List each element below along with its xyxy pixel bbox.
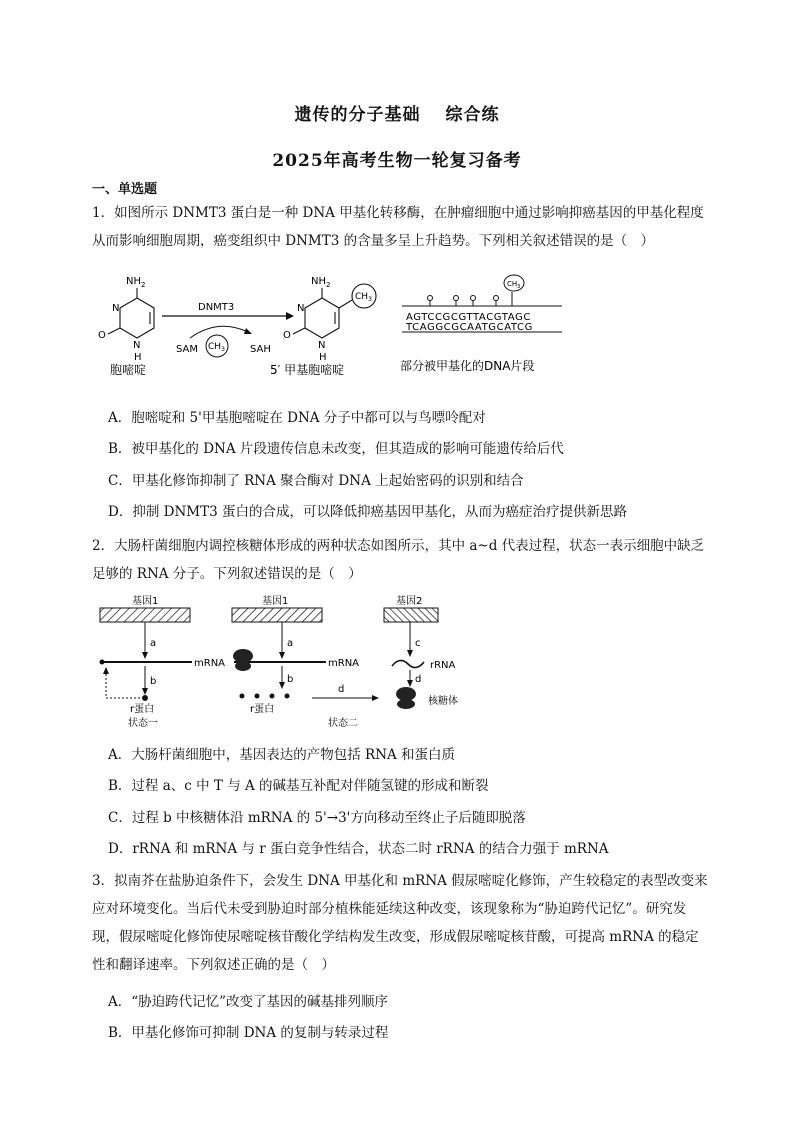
state1-a-label: a bbox=[150, 638, 157, 649]
state1-rprotein-dot bbox=[142, 695, 148, 701]
dna-strand-top: AGTCCGCGTTACGTAGC bbox=[406, 312, 531, 323]
state2-ribosome-large-icon bbox=[233, 649, 253, 663]
state2-gene1-label: 基因1 bbox=[262, 596, 289, 607]
question-2-option-a[interactable]: A．大肠杆菌细胞中，基因表达的产物包括 RNA 和蛋白质 bbox=[108, 747, 456, 763]
question-1-option-b[interactable]: B．被甲基化的 DNA 片段遗传信息未改变，但其造成的影响可能遗传给后代 bbox=[108, 441, 564, 457]
methylcytosine-n1-label: N bbox=[318, 340, 326, 351]
dna-strand-bottom: TCAGGCGCAATGCATCG bbox=[406, 322, 533, 333]
fragment-ch3-label: $CH_3$ bbox=[507, 280, 521, 290]
question-3-option-a[interactable]: A．“胁迫跨代记忆”改变了基因的碱基排列顺序 bbox=[108, 994, 389, 1010]
question-3-option-b[interactable]: B．甲基化修饰可抑制 DNA 的复制与转录过程 bbox=[108, 1025, 389, 1041]
question-2-option-c[interactable]: C．过程 b 中核糖体沿 mRNA 的 5'→3'方向移动至终止子后随即脱落 bbox=[108, 810, 526, 826]
question-1-option-d[interactable]: D．抑制 DNMT3 蛋白的合成，可以降低抑癌基因甲基化，从而为癌症治疗提供新思路 bbox=[108, 504, 627, 520]
state2-mrna-label: mRNA bbox=[328, 658, 360, 669]
question-2-option-b[interactable]: B．过程 a、c 中 T 与 A 的碱基互补配对伴随氢键的形成和断裂 bbox=[108, 778, 489, 794]
state1-gene1-box bbox=[100, 608, 190, 622]
gene2-d-label: d bbox=[415, 674, 422, 685]
methylcytosine-caption: 5′ 甲基胞嘧啶 bbox=[270, 363, 345, 377]
methylcytosine-n3-label: N bbox=[297, 303, 305, 314]
state2-ribosome-small-icon bbox=[235, 661, 251, 671]
sam-label: SAM bbox=[176, 344, 199, 355]
cytosine-o-label: O bbox=[98, 330, 106, 341]
cytosine-n1-label: N bbox=[133, 340, 141, 351]
state2-gene1-box bbox=[232, 608, 322, 622]
document-title: 遗传的分子基础 综合练 bbox=[294, 105, 500, 125]
section-heading: 一、单选题 bbox=[92, 182, 158, 197]
rrna-strand bbox=[392, 660, 424, 667]
gene2-label: 基因2 bbox=[396, 596, 423, 607]
cytosine-nh2-label: $NH_2$ bbox=[126, 276, 146, 289]
question-2-figure bbox=[92, 594, 492, 730]
ch3-label: $CH_3$ bbox=[208, 342, 225, 353]
question-1-option-c[interactable]: C．甲基化修饰抑制了 RNA 聚合酶对 DNA 上起始密码的识别和结合 bbox=[108, 473, 524, 489]
cytosine-h-label: H bbox=[134, 352, 142, 363]
ribosome-icon bbox=[396, 687, 416, 701]
state2-a-label: a bbox=[287, 638, 294, 649]
methylcytosine-o-label: O bbox=[283, 330, 291, 341]
question-3-stem: 3．拟南芥在盐胁迫条件下，会发生 DNA 甲基化和 mRNA 假尿嘧啶化修饰，产生较稳定的表型改变来应对环境变化。当后代未受到胁迫时部分植株能延续这种改变，该现象称为“胁迫跨代记忆”。研究发现，假尿嘧啶化修饰使尿嘧啶核苷酸化学结构发生改变，形成假尿嘧啶核苷酸，可提高 mRNA 的稳定性和翻译速率。下列叙述正确的是（ ） bbox=[92, 873, 708, 973]
state1-feedback-line bbox=[106, 672, 140, 698]
state1-rprotein-label: r蛋白 bbox=[130, 704, 155, 715]
enzyme-label: DNMT3 bbox=[198, 302, 235, 313]
state2-label: 状态二 bbox=[328, 718, 358, 729]
cytosine-n3-label: N bbox=[112, 303, 120, 314]
gene2-box bbox=[384, 608, 438, 622]
question-1-figure bbox=[90, 270, 570, 380]
gene2-c-label: c bbox=[415, 638, 421, 649]
state1-gene1-label: 基因1 bbox=[132, 596, 159, 607]
methylcytosine-nh2-label: $NH_2$ bbox=[311, 276, 331, 289]
question-2-stem: 2．大肠杆菌细胞内调控核糖体形成的两种状态如图所示，其中 a~d 代表过程，状态一表示细胞中缺乏足够的 RNA 分子。下列叙述错误的是（ ） bbox=[92, 538, 705, 582]
state1-label: 状态一 bbox=[128, 718, 158, 729]
fragment-caption: 部分被甲基化的DNA片段 bbox=[400, 359, 535, 373]
cytosine-caption: 胞嘧啶 bbox=[110, 363, 147, 377]
methylcytosine-h-label: H bbox=[319, 352, 327, 363]
question-1-option-a[interactable]: A．胞嘧啶和 5'甲基胞嘧啶在 DNA 分子中都可以与鸟嘌呤配对 bbox=[108, 410, 486, 426]
sah-label: SAH bbox=[250, 344, 271, 355]
state1-mrna-label: mRNA bbox=[194, 658, 226, 669]
rrna-label: rRNA bbox=[430, 660, 456, 671]
state2-b-label: b bbox=[287, 674, 294, 685]
state1-b-label: b bbox=[150, 676, 157, 687]
state2-rprotein-label: r蛋白 bbox=[250, 704, 275, 715]
state2-d-label: d bbox=[338, 684, 345, 695]
question-2-option-d[interactable]: D．rRNA 和 mRNA 与 r 蛋白竞争性结合，状态二时 rRNA 的结合力强于 mRNA bbox=[108, 841, 609, 857]
ribosome-label: 核糖体 bbox=[428, 696, 458, 707]
document-subtitle: 2025年高考生物一轮复习备考 bbox=[272, 151, 522, 171]
reaction-arrow bbox=[162, 312, 294, 338]
question-1-stem: 1．如图所示 DNMT3 蛋白是一种 DNA 甲基化转移酶，在肿瘤细胞中通过影响抑癌基因的甲基化程度从而影响细胞周期，癌变组织中 DNMT3 的含量多呈上升趋势。下列相关叙述错误的是（ ） bbox=[92, 205, 704, 249]
methylcytosine-ch3-label: $CH_3$ bbox=[355, 292, 372, 303]
